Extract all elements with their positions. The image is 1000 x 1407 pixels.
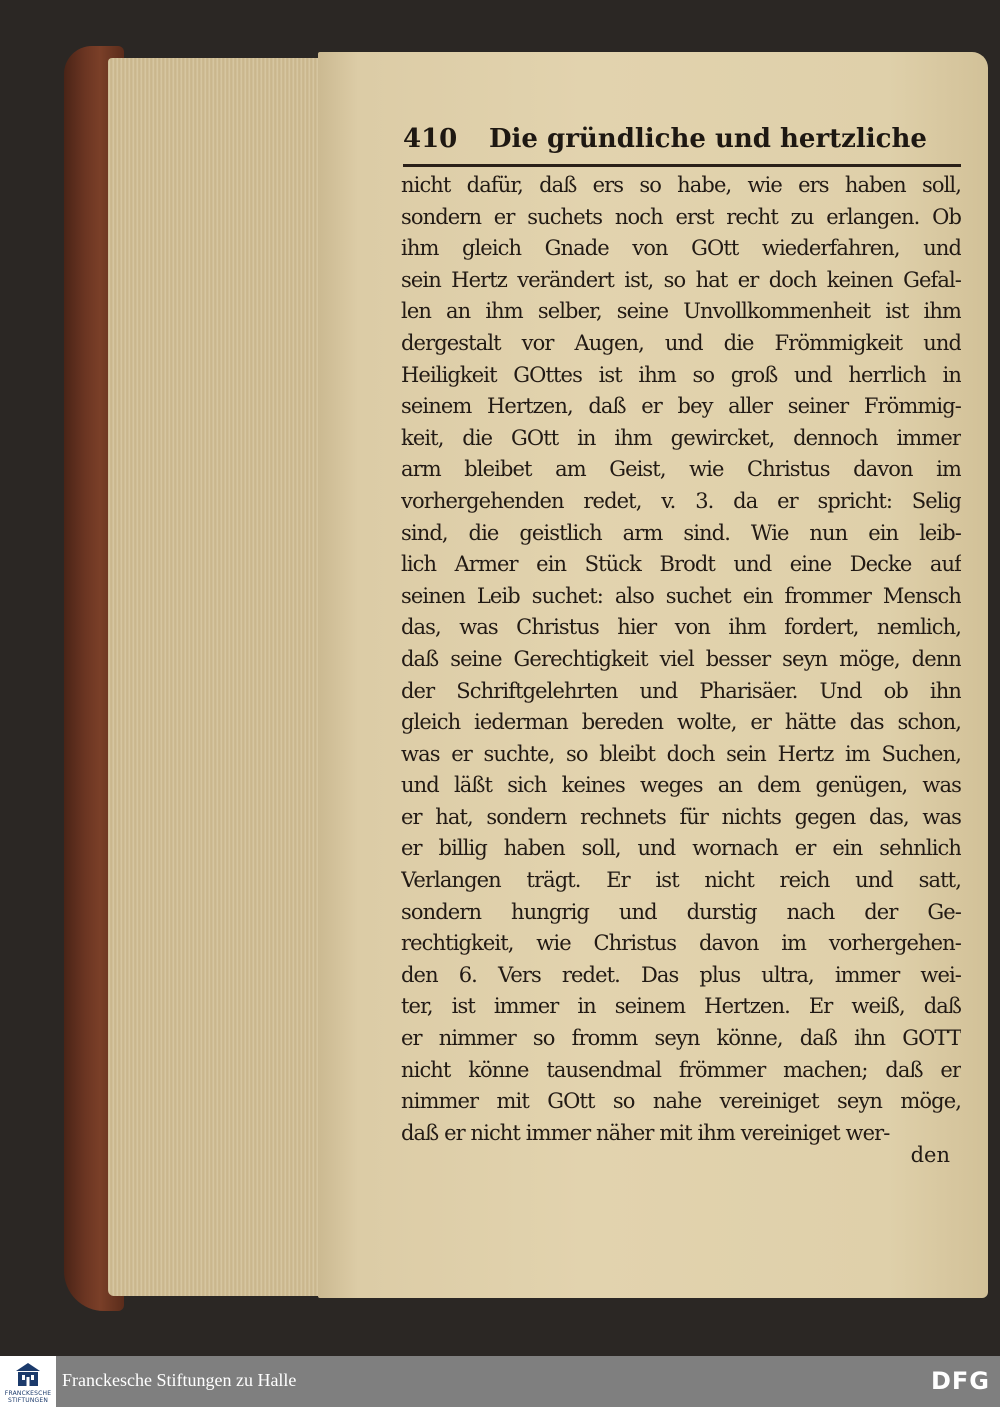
text-line: len an ihm selber, seine Unvollkommenheit ist ihm (401, 299, 961, 324)
text-line: er billig haben soll, und wornach er ein sehnlich (401, 836, 961, 861)
text-line: das, was Christus hier von ihm fordert, nemlich, (401, 615, 961, 640)
footer-bar (0, 1356, 1000, 1407)
text-line: Heiligkeit GOttes ist ihm so groß und herrlich in (401, 362, 961, 387)
text-line: lich Armer ein Stück Brodt und eine Decke auf (401, 552, 961, 577)
institution-logo[interactable] (0, 1356, 56, 1407)
text-line: er hat, sondern rechnets für nichts gegen das, was (401, 804, 961, 829)
catchword: den (910, 1143, 950, 1167)
text-line: Verlangen trägt. Er ist nicht reich und satt, (401, 868, 961, 893)
text-line: seinem Hertzen, daß er bey aller seiner Frömmig- (401, 394, 961, 419)
text-line: ter, ist immer in seinem Hertzen. Er weiß, daß (401, 994, 961, 1019)
text-line: was er suchte, so bleibt doch sein Hertz im Suchen, (401, 741, 961, 766)
text-line: sondern er suchets noch erst recht zu erlangen. Ob (401, 204, 961, 229)
text-line: er nimmer so fromm seyn könne, daß ihn GOTT (401, 1026, 961, 1051)
page-header (403, 118, 963, 162)
text-line: sondern hungrig und durstig nach der Ge- (401, 899, 961, 924)
institution-name[interactable]: Franckesche Stiftungen zu Halle (62, 1370, 297, 1390)
dfg-logo[interactable]: DFG (930, 1367, 990, 1395)
text-line: seinen Leib suchet: also suchet ein frommer Mensch (401, 583, 961, 608)
text-line: den 6. Vers redet. Das plus ultra, immer wei- (401, 962, 961, 987)
logo-caption: FRANCKESCHE STIFTUNGEN (4, 1390, 52, 1404)
text-line: gleich iederman bereden wolte, er hätte das schon, (401, 710, 961, 735)
running-title: Die gründliche und hertzliche (489, 124, 927, 154)
text-line: dergestalt vor Augen, und die Frömmigkeit und (401, 330, 961, 355)
text-line: nimmer mit GOtt so nahe vereiniget seyn möge, (401, 1089, 961, 1114)
page-block-edge (108, 58, 323, 1296)
text-line: nicht könne tausendmal frömmer machen; daß er (401, 1057, 961, 1082)
text-line: sein Hertz verändert ist, so hat er doch keinen Gefal- (401, 267, 961, 292)
building-icon (14, 1362, 42, 1388)
text-line: und läßt sich keines weges an dem genügen, was (401, 773, 961, 798)
body-text (401, 170, 961, 1149)
text-line: daß er nicht immer näher mit ihm vereiniget wer- (401, 1120, 890, 1145)
text-line: rechtigkeit, wie Christus davon im vorhergehen- (401, 931, 961, 956)
text-line: ihm gleich Gnade von GOtt wiederfahren, und (401, 236, 961, 261)
header-rule (403, 164, 961, 167)
text-line: der Schriftgelehrten und Pharisäer. Und ob ihn (401, 678, 961, 703)
text-line: keit, die GOtt in ihm gewircket, dennoch immer (401, 425, 961, 450)
page-number: 410 (403, 124, 458, 154)
text-line: nicht dafür, daß ers so habe, wie ers haben soll, (401, 173, 961, 197)
text-line: vorhergehenden redet, v. 3. da er spricht: Selig (401, 488, 961, 513)
text-line: daß seine Gerechtigkeit viel besser seyn möge, denn (401, 646, 961, 671)
text-line: arm bleibet am Geist, wie Christus davon im (401, 457, 961, 482)
text-line: sind, die geistlich arm sind. Wie nun ein leib- (401, 520, 961, 545)
